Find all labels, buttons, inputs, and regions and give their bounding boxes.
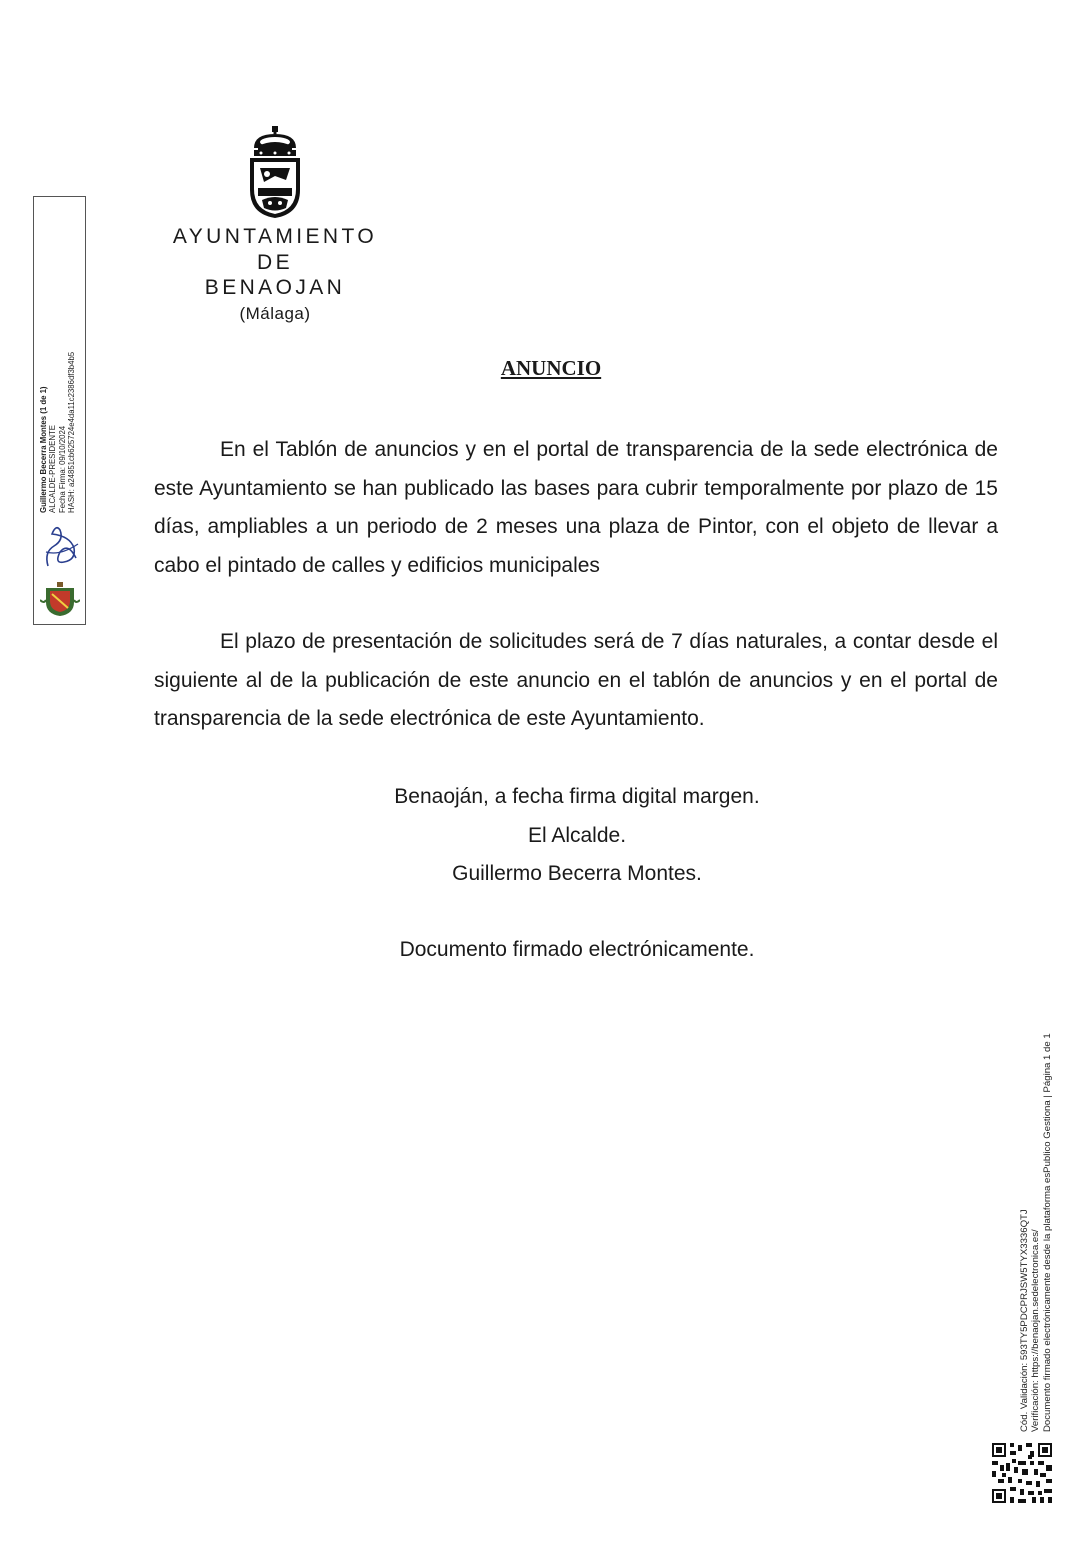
org-line-3: BENAOJAN	[204, 276, 346, 299]
platform-note: Documento firmado electrónicamente desde la plataforma esPublico Gestiona | Página 1 de 1	[1041, 1033, 1053, 1432]
org-line-2: DE	[257, 251, 293, 274]
organization-name	[150, 224, 400, 327]
org-line-1: AYUNTAMIENTO	[172, 225, 378, 248]
coat-of-arms-icon	[246, 126, 304, 220]
validation-code: Cód. Validación: 593TY5PDCPRJSW5TYX3336QTJ	[1019, 1209, 1030, 1432]
stamp-signer: Guillermo Becerra Montes (1 de 1)	[39, 386, 48, 513]
org-province: (Málaga)	[239, 304, 311, 323]
paragraph-2: El plazo de presentación de solicitudes será de 7 días naturales, a contar desde el siguiente al de la publicación de este anuncio en el tablón de anuncios y en el portal de transparencia de la sede electrónica de este Ayuntamiento.	[154, 630, 998, 730]
closing-name: Guillermo Becerra Montes.	[452, 862, 702, 885]
closing-place: Benaoján, a fecha firma digital margen.	[394, 785, 760, 808]
signature-stamp	[33, 196, 86, 625]
stamp-date: Fecha Firma: 09/10/2024	[57, 425, 67, 513]
stamp-hash: HASH: a24851cb625724e4da11c2386df3b4b5	[67, 351, 77, 513]
closing-note: Documento firmado electrónicamente.	[399, 938, 755, 961]
closing-block	[0, 778, 1085, 894]
stamp-role: ALCALDE-PRESIDENTE	[48, 425, 58, 513]
handwritten-signature-icon	[40, 522, 82, 574]
municipal-seal-icon	[40, 582, 80, 616]
closing-role: El Alcalde.	[527, 823, 627, 847]
signature-stamp-text	[39, 213, 77, 513]
verification-footer	[1019, 962, 1053, 1432]
paragraph-1: En el Tablón de anuncios y en el portal de transparencia de la sede electrónica de este Ayuntamiento se han publicado las bases para cubrir temporalmente por plazo de 15 días, ampliables a un periodo de 2 meses una plaza de Pintor, con el objeto de llevar a cabo el pintado de calles y edificios municipales	[154, 438, 998, 577]
verification-url[interactable]: Verificación: https://benaojan.sedelectronica.es/	[1030, 1229, 1042, 1432]
document-title: ANUNCIO	[500, 356, 602, 380]
qr-code-icon[interactable]	[990, 1441, 1054, 1505]
